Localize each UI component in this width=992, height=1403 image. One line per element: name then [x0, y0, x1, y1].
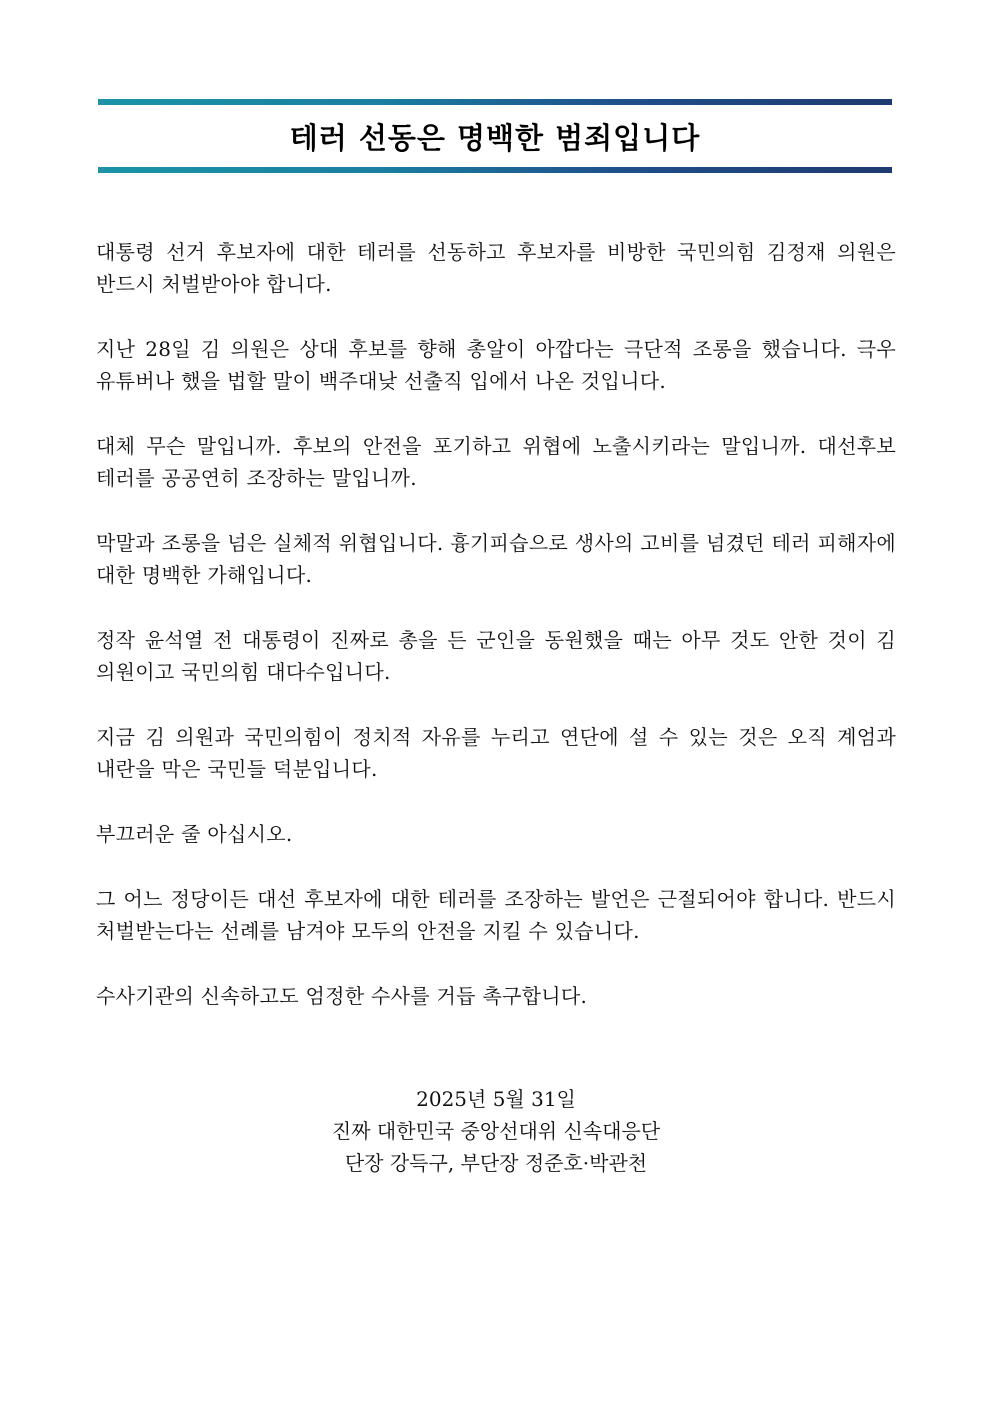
- paragraph-7: 부끄러운 줄 아십시오.: [96, 822, 293, 846]
- title-rule-bottom: [98, 167, 892, 173]
- signature-block: [96, 1083, 896, 1179]
- paragraph-8: 그 어느 정당이든 대선 후보자에 대한 테러를 조장하는 발언은 근절되어야 합니다. 반드시 처벌받는다는 선례를 남겨야 모두의 안전을 지킬 수 있습니다.: [96, 887, 896, 943]
- signature-organization: 진짜 대한민국 중앙선대위 신속대응단: [331, 1119, 661, 1143]
- document-body: [96, 236, 896, 1045]
- signature-members: 단장 강득구, 부단장 정준호·박관천: [344, 1151, 648, 1175]
- paragraph-9: 수사기관의 신속하고도 엄정한 수사를 거듭 촉구합니다.: [96, 984, 588, 1008]
- signature-date: 2025년 5월 31일: [416, 1087, 576, 1111]
- paragraph-5: 정작 윤석열 전 대통령이 진짜로 총을 든 군인을 동원했을 때는 아무 것도 안한 것이 김 의원이고 국민의힘 대다수입니다.: [96, 628, 896, 684]
- paragraph-4: 막말과 조롱을 넘은 실체적 위협입니다. 흉기피습으로 생사의 고비를 넘겼던 테러 피해자에 대한 명백한 가해입니다.: [96, 531, 896, 587]
- paragraph-3: 대체 무슨 말입니까. 후보의 안전을 포기하고 위협에 노출시키라는 말입니까. 대선후보 테러를 공공연히 조장하는 말입니까.: [96, 434, 896, 490]
- paragraph-2: 지난 28일 김 의원은 상대 후보를 향해 총알이 아깝다는 극단적 조롱을 했습니다. 극우 유튜버나 했을 법할 말이 백주대낮 선출직 입에서 나온 것입니다.: [96, 337, 896, 393]
- document-title: 테러 선동은 명백한 범죄입니다: [289, 120, 701, 155]
- paragraph-6: 지금 김 의원과 국민의힘이 정치적 자유를 누리고 연단에 설 수 있는 것은 오직 계엄과 내란을 막은 국민들 덕분입니다.: [96, 725, 896, 781]
- title-rule-top: [98, 99, 892, 105]
- paragraph-1: 대통령 선거 후보자에 대한 테러를 선동하고 후보자를 비방한 국민의힘 김정재 의원은 반드시 처벌받아야 합니다.: [96, 240, 896, 296]
